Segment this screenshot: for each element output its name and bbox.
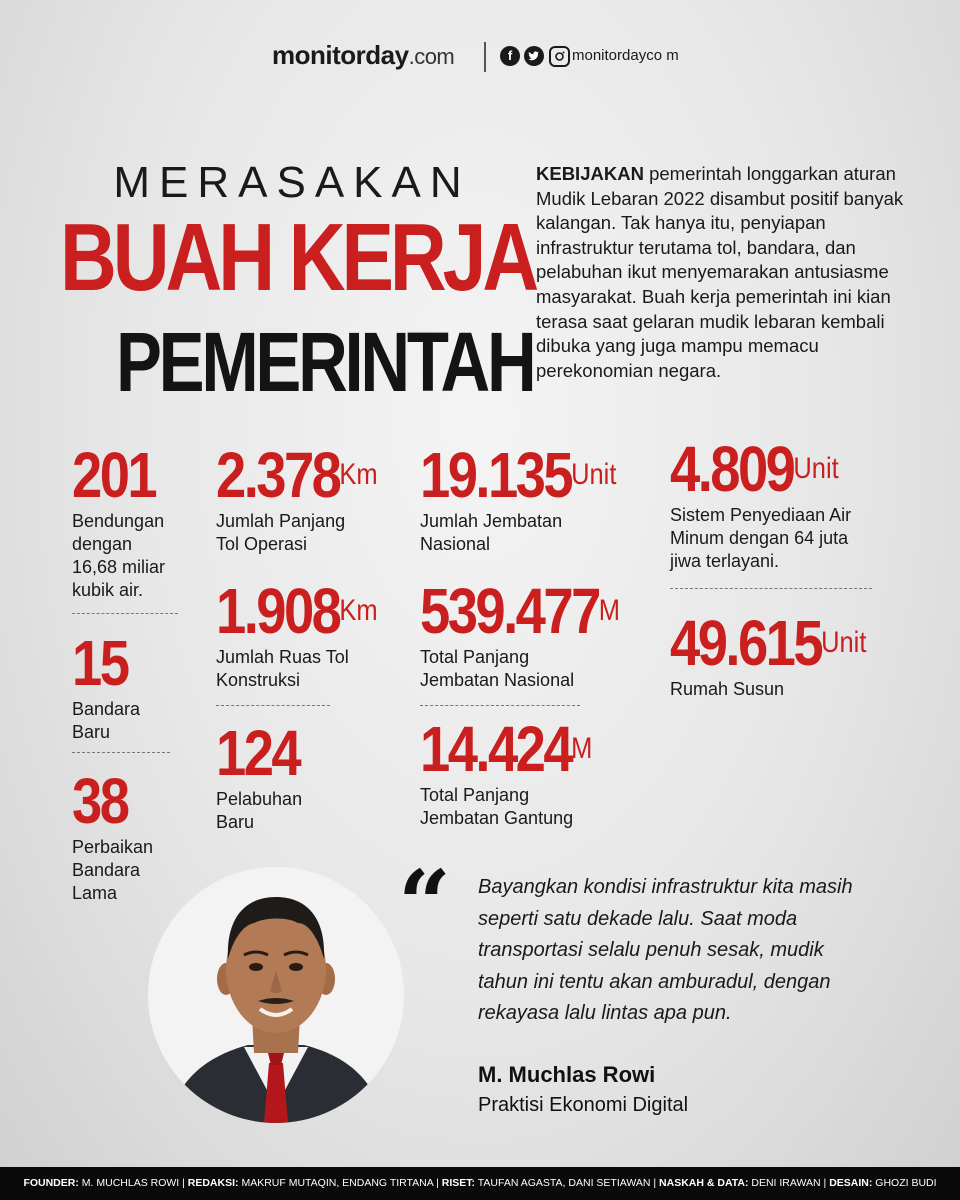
stat-unit: M	[598, 594, 621, 627]
intro-paragraph	[536, 162, 916, 383]
instagram-icon[interactable]	[549, 46, 570, 67]
stat-value-wrap	[420, 439, 617, 511]
stat-value: 19.135	[420, 439, 572, 511]
intro-body: pemerintah longgarkan aturan Mudik Lebaran 2022 disambut positif banyak kalangan. Tak hanya itu, penyiapan infrastruktur terutama tol, bandara, dan pelabuhan ikut menyemarakan antusiasme masyarakat. Buah kerja pemerintah ini kian terasa saat gelaran mudik lebaran kembali dibuka yang juga mampu memacu perekonomian negara.	[536, 163, 904, 381]
credit-value: TAUFAN AGASTA, DANI SETIAWAN	[477, 1177, 651, 1189]
title-line-2: BUAH KERJA	[60, 204, 536, 311]
stat-air-minum	[670, 433, 910, 573]
stat-value: 4.809	[670, 433, 794, 505]
credits-footer: FOUNDER: M. MUCHLAS ROWI | REDAKSI: MAKRUF MUTAQIN, ENDANG TIRTANA | RISET: TAUFAN AGASTA, DANI SETIAWAN | NASKAH & DATA: DENI IRAWAN | DESAIN: GHOZI BUDI	[0, 1167, 960, 1200]
stat-label: Total Panjang Jembatan Nasional	[420, 647, 575, 690]
stat-jembatan-unit	[420, 439, 660, 556]
stat-value-wrap	[216, 439, 378, 511]
divider	[72, 613, 178, 614]
stat-label: Rumah Susun	[670, 679, 785, 699]
stat-unit: M	[571, 732, 593, 765]
stat-value-wrap	[216, 575, 378, 647]
site-logo[interactable]	[272, 40, 454, 71]
credit-label: FOUNDER:	[23, 1177, 79, 1189]
credit-label: NASKAH & DATA:	[659, 1177, 749, 1189]
stat-unit: Km	[339, 594, 378, 627]
quote-mark-icon: “	[398, 850, 451, 958]
stat-label: Jumlah Jembatan Nasional	[420, 511, 563, 554]
header-divider	[484, 42, 486, 72]
divider	[420, 705, 580, 706]
stat-label: Jumlah Ruas Tol Konstruksi	[216, 647, 349, 690]
credit-label: RISET:	[441, 1177, 476, 1189]
stat-bendungan	[72, 439, 202, 602]
stat-value: 49.615	[670, 607, 822, 679]
facebook-icon[interactable]: f	[500, 46, 520, 66]
stat-value: 14.424	[420, 713, 572, 785]
intro-lead: KEBIJAKAN	[536, 163, 644, 184]
stat-value: 124	[216, 717, 300, 789]
stat-value-wrap	[420, 713, 593, 785]
stat-label: Total Panjang Jembatan Gantung	[420, 785, 574, 828]
credit-value: MAKRUF MUTAQIN, ENDANG TIRTANA	[241, 1177, 434, 1189]
twitter-icon[interactable]	[524, 46, 544, 66]
credit-value: DENI IRAWAN	[751, 1177, 821, 1189]
stat-jembatan-gantung	[420, 713, 660, 830]
credit-value: GHOZI BUDI	[875, 1177, 937, 1189]
stat-value-wrap	[670, 433, 839, 505]
site-header	[0, 38, 960, 78]
stat-value: 201	[72, 439, 156, 511]
quote-text: Bayangkan kondisi infrastruktur kita masih seperti satu dekade lalu. Saat moda transportasi selalu penuh sesak, mudik tahun ini tentu akan amburadul, dengan rekayasa lalu lintas apa pun.	[478, 876, 853, 1024]
logo-domain: .com	[408, 44, 455, 69]
title-line-1: MERASAKAN	[113, 158, 471, 207]
stat-value-wrap	[420, 575, 621, 647]
stat-bandara-baru	[72, 627, 202, 744]
divider	[670, 588, 872, 589]
stat-label: Perbaikan Bandara Lama	[72, 837, 154, 903]
divider	[216, 705, 330, 706]
stat-value: 1.908	[216, 575, 340, 647]
stat-tol-konstruksi	[216, 575, 406, 692]
divider	[72, 752, 170, 753]
stat-jembatan-panjang	[420, 575, 660, 692]
stat-unit: Km	[339, 458, 378, 491]
credit-label: REDAKSI:	[187, 1177, 239, 1189]
speaker-portrait	[148, 867, 404, 1123]
stat-value-wrap	[670, 607, 867, 679]
stat-label: Sistem Penyediaan Air Minum dengan 64 juta jiwa terlayani.	[670, 505, 852, 571]
stat-label: Pelabuhan Baru	[216, 789, 303, 832]
stat-perbaikan-bandara	[72, 765, 202, 905]
stat-label: Jumlah Panjang Tol Operasi	[216, 511, 346, 554]
stat-label: Bendungan dengan 16,68 miliar kubik air.	[72, 511, 166, 600]
stat-value: 15	[72, 627, 128, 699]
stat-unit: Unit	[793, 452, 839, 485]
stat-unit: Unit	[571, 458, 617, 491]
stat-value: 38	[72, 765, 128, 837]
stat-tol-operasi	[216, 439, 406, 556]
quote-author-role: Praktisi Ekonomi Digital	[478, 1094, 689, 1116]
stat-rusun	[670, 607, 910, 701]
logo-text: monitorday	[272, 40, 409, 70]
credit-value: M. MUCHLAS ROWI	[81, 1177, 180, 1189]
stat-value: 2.378	[216, 439, 340, 511]
title-line-3: PEMERINTAH	[116, 315, 534, 409]
stat-unit: Unit	[821, 626, 867, 659]
stat-label: Bandara Baru	[72, 699, 141, 742]
credit-label: DESAIN:	[829, 1177, 873, 1189]
stat-pelabuhan	[216, 717, 406, 834]
stat-value: 539.477	[420, 575, 599, 647]
quote-author-name: M. Muchlas Rowi	[478, 1062, 656, 1087]
social-handle[interactable]: monitordayco m	[572, 47, 679, 64]
